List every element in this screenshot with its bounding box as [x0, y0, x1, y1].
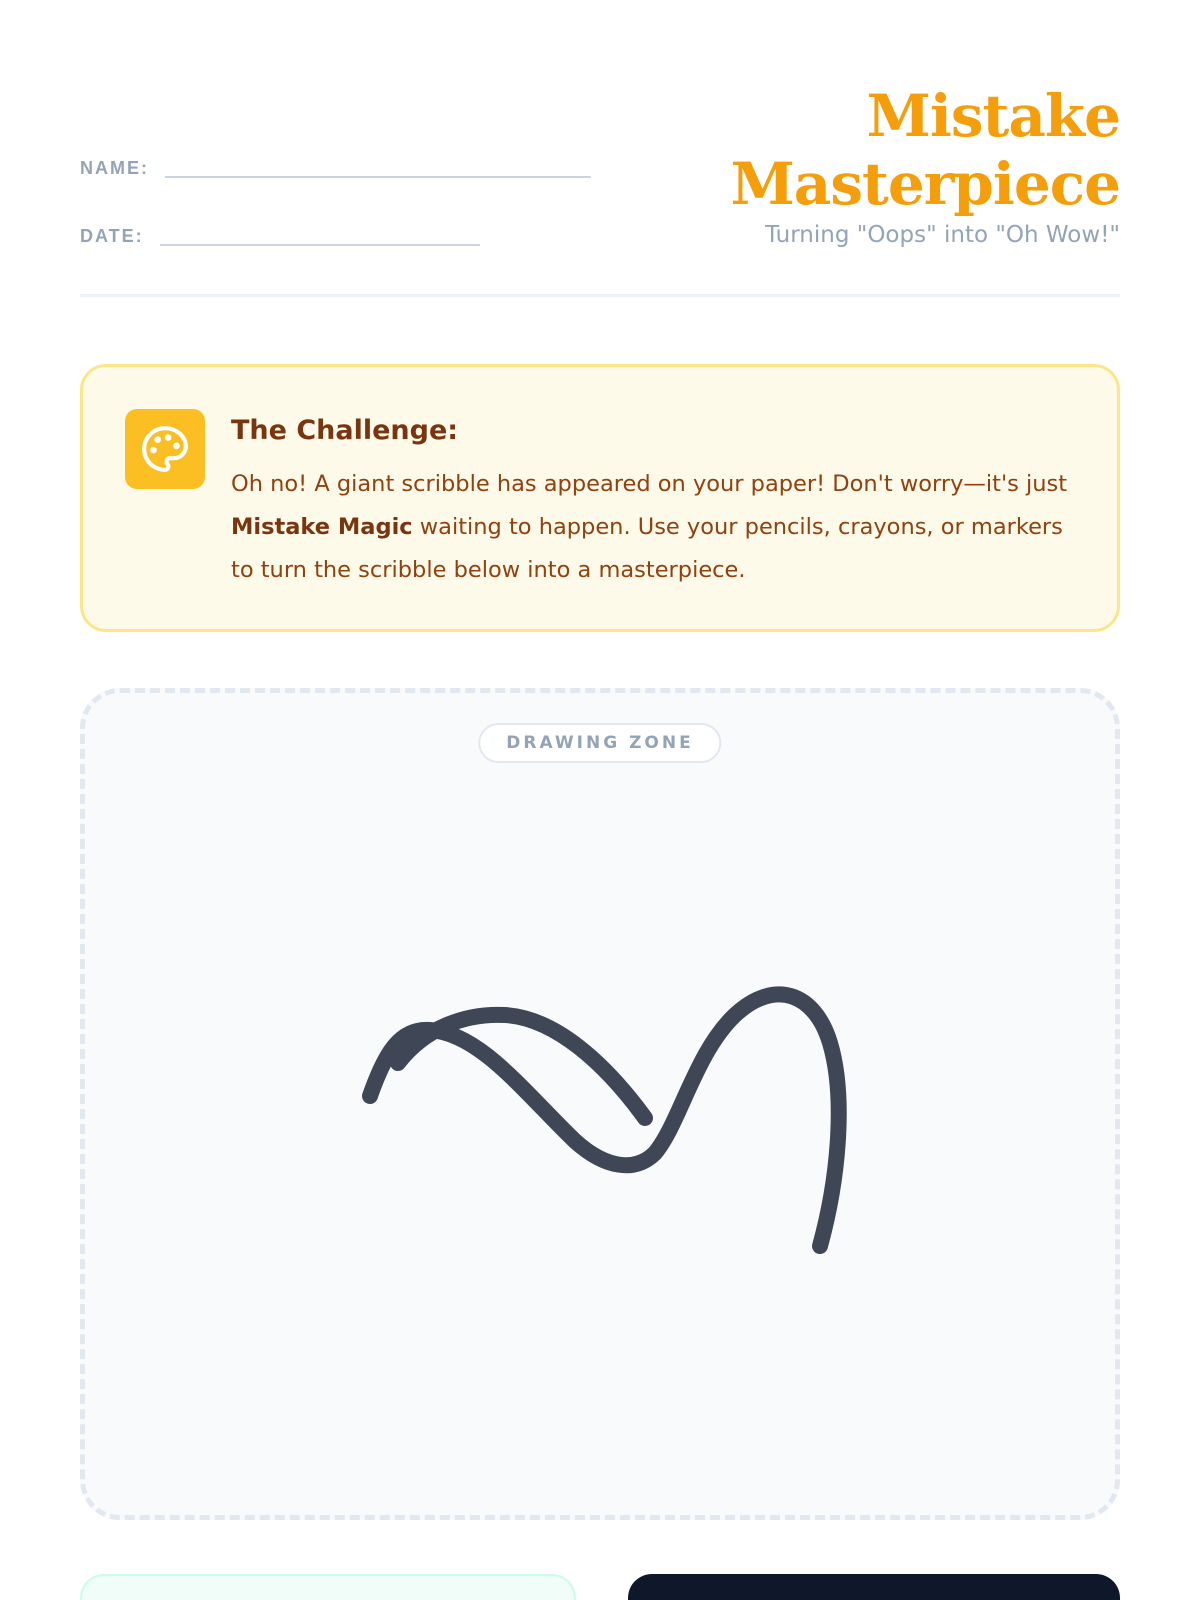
name-field-row: [80, 156, 591, 178]
challenge-card: [80, 364, 1120, 632]
title-block: [731, 82, 1120, 250]
name-label: NAME:: [80, 158, 149, 178]
page-subtitle: Turning "Oops" into "Oh Wow!": [765, 222, 1120, 248]
header-divider: [80, 294, 1120, 297]
page-title-line-2: Masterpiece: [730, 150, 1120, 218]
challenge-description: [231, 463, 1081, 592]
scribble-drawing: [85, 693, 1115, 1515]
date-field-row: [80, 224, 480, 246]
challenge-text-start: Oh no! A giant scribble has appeared on your paper! Don't worry—it's just: [231, 471, 1068, 497]
challenge-title: The Challenge:: [231, 415, 459, 446]
tips-card: [80, 1574, 576, 1600]
drawing-zone-badge: DRAWING ZONE: [478, 723, 721, 763]
palette-icon: [125, 409, 205, 489]
dark-info-card: [628, 1574, 1120, 1600]
challenge-text-bold: Mistake Magic: [231, 514, 413, 540]
date-label: DATE:: [80, 226, 144, 246]
date-write-line[interactable]: [160, 224, 480, 246]
challenge-text-end: waiting to happen. Use your pencils, crayons, or markers to turn the scribble below into a masterpiece.: [231, 514, 1063, 583]
name-write-line[interactable]: [165, 156, 591, 178]
page-title-line-1: Mistake: [866, 82, 1120, 150]
drawing-zone[interactable]: [80, 688, 1120, 1520]
